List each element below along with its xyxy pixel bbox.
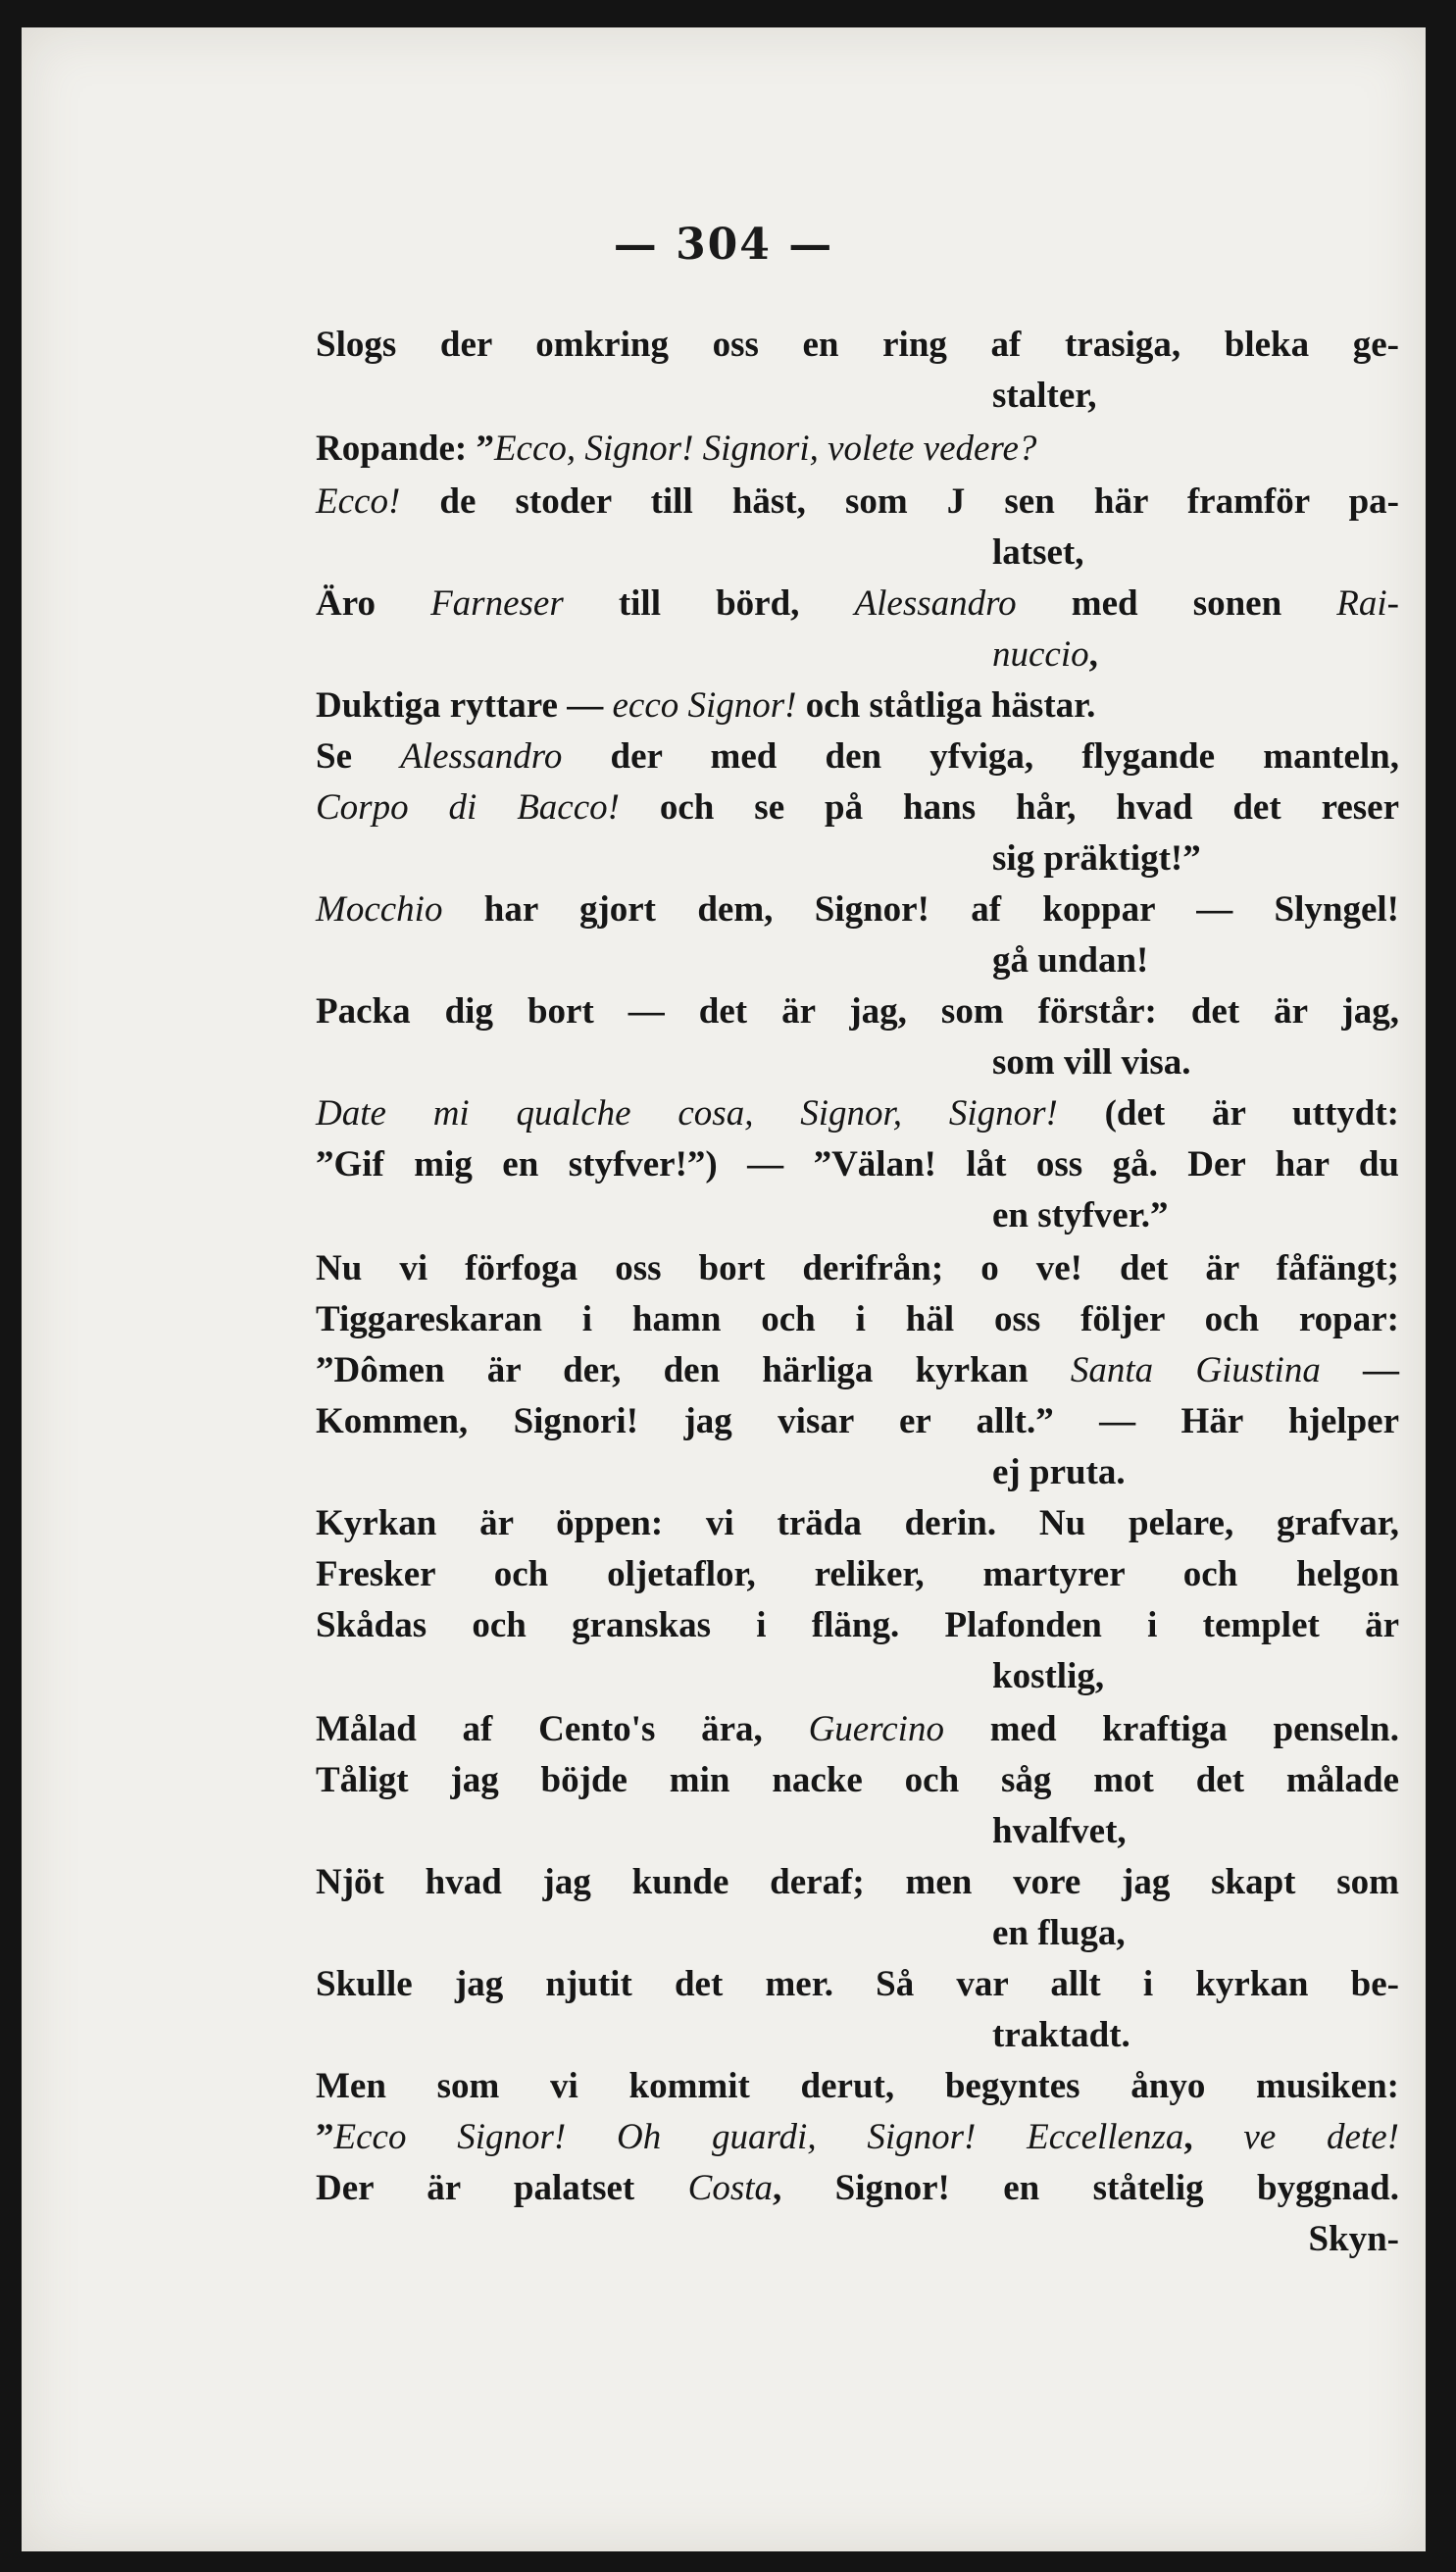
text-line: Der är palatset Costa, Signor! en ståtelig byggnad.	[316, 2168, 1399, 2208]
text-line: Nu vi förfoga oss bort derifrån; o ve! det är fåfängt;	[316, 1248, 1399, 1288]
text-line: Fresker och oljetaflor, reliker, martyrer och helgon	[316, 1554, 1399, 1594]
text-line: Äro Farneser till börd, Alessandro med sonen Rai-	[316, 583, 1399, 624]
text-line: Målad af Cento's ära, Guercino med kraftiga penseln.	[316, 1709, 1400, 1749]
text-line: Skulle jag njutit det mer. Så var allt i kyrkan be-	[316, 1964, 1399, 2004]
text-line: Skådas och granskas i fläng. Plafonden i templet är	[316, 1605, 1399, 1645]
text-line: Kyrkan är öppen: vi träda derin. Nu pelare, grafvar,	[316, 1503, 1399, 1543]
text-line: Ecco! de stoder till häst, som J sen här framför pa-	[316, 481, 1399, 522]
text-line: latset,	[992, 532, 1084, 573]
text-line: traktadt.	[992, 2015, 1130, 2055]
text-line: Tåligt jag böjde min nacke och såg mot det målade	[316, 1760, 1399, 1800]
text-line: ”Dômen är der, den härliga kyrkan Santa Giustina —	[316, 1350, 1399, 1390]
text-line: en fluga,	[992, 1913, 1126, 1953]
text-line: hvalfvet,	[992, 1811, 1127, 1851]
text-line: nuccio,	[992, 634, 1098, 675]
text-line: kostlig,	[992, 1656, 1105, 1696]
text-line: Se Alessandro der med den yfviga, flygande manteln,	[316, 736, 1399, 777]
text-line: Slogs der omkring oss en ring af trasiga, bleka ge-	[316, 325, 1399, 365]
page-number: — 304 —	[613, 220, 834, 270]
text-line: stalter,	[992, 376, 1097, 416]
text-line: Corpo di Bacco! och se på hans hår, hvad det reser	[316, 787, 1400, 828]
text-line: Packa dig bort — det är jag, som förstår: det är jag,	[316, 991, 1399, 1032]
text-line: Kommen, Signori! jag visar er allt.” — Här hjelper	[316, 1401, 1399, 1441]
text-line: gå undan!	[992, 940, 1149, 981]
text-line: sig präktigt!”	[992, 838, 1201, 879]
text-line: en styfver.”	[992, 1195, 1169, 1236]
text-line: Tiggareskaran i hamn och i häl oss följer och ropar:	[316, 1299, 1399, 1339]
text-line: Ropande: ”Ecco, Signor! Signori, volete vedere?	[316, 429, 1037, 469]
text-line: Mocchio har gjort dem, Signor! af koppar — Slyngel!	[316, 889, 1399, 930]
text-line: ”Gif mig en styfver!”) — ”Välan! låt oss gå. Der har du	[316, 1144, 1399, 1185]
text-line: Skyn-	[1308, 2219, 1399, 2259]
text-line: som vill visa.	[992, 1042, 1191, 1083]
text-line: Duktiga ryttare — ecco Signor! och ståtliga hästar.	[316, 685, 1096, 726]
text-line: Date mi qualche cosa, Signor, Signor! (det är uttydt:	[316, 1093, 1399, 1134]
book-page	[22, 27, 1426, 2551]
text-line: Men som vi kommit derut, begyntes ånyo musiken:	[316, 2066, 1399, 2106]
text-line: ej pruta.	[992, 1452, 1126, 1492]
text-line: Njöt hvad jag kunde deraf; men vore jag skapt som	[316, 1862, 1399, 1902]
text-line: ”Ecco Signor! Oh guardi, Signor! Eccellenza, ve dete!	[316, 2117, 1399, 2157]
